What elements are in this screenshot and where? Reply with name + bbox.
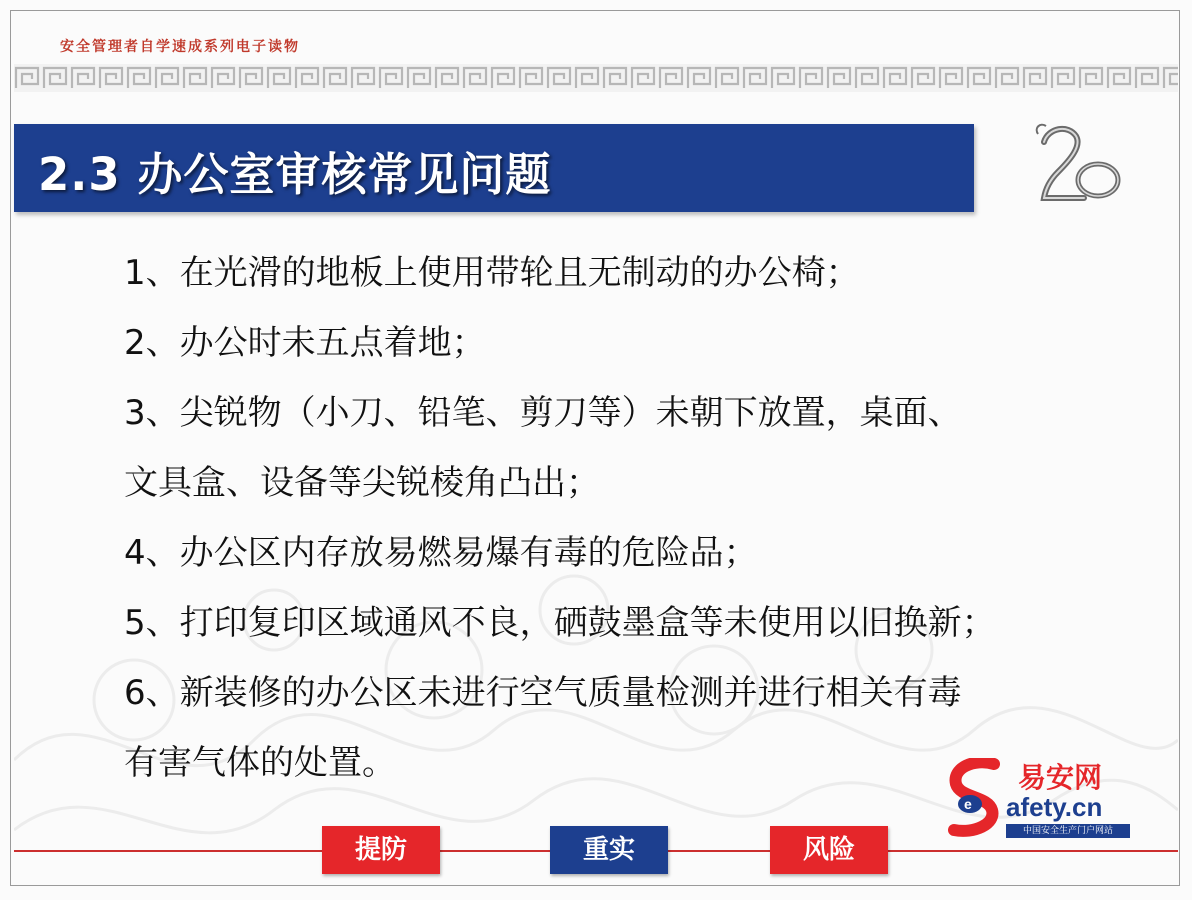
list-item: 2、办公时未五点着地； (124, 323, 486, 363)
number-20-logo-icon (1030, 120, 1130, 214)
list-item: 4、办公区内存放易燃易爆有毒的危险品； (124, 533, 758, 573)
tag-zhongshi: 重实 (550, 826, 668, 874)
svg-text:e: e (964, 796, 972, 812)
list-item: 3、尖锐物（小刀、铅笔、剪刀等）未朝下放置，桌面、 (124, 393, 962, 433)
title-bar (14, 124, 974, 212)
greek-key-border (14, 64, 1178, 92)
list-item: 6、新装修的办公区未进行空气质量检测并进行相关有毒 (124, 673, 962, 713)
list-item: 文具盒、设备等尖锐棱角凸出； (124, 463, 600, 503)
list-item: 有害气体的处置。 (124, 743, 396, 783)
page-title: 2.3 办公室审核常见问题 (38, 148, 552, 201)
brand-logo (938, 752, 1138, 842)
issue-list (124, 238, 1144, 798)
brand-tagline: 中国安全生产门户网站 (1006, 824, 1130, 838)
brand-name: 易安网 (1018, 761, 1103, 794)
list-item: 1、在光滑的地板上使用带轮且无制动的办公椅； (124, 253, 860, 293)
list-item: 5、打印复印区域通风不良，硒鼓墨盒等未使用以旧换新； (124, 603, 996, 643)
tag-fengxian: 风险 (770, 826, 888, 874)
safety-s-logo-icon (944, 758, 1008, 838)
series-title: 安全管理者自学速成系列电子读物 (60, 39, 300, 55)
brand-domain: afety.cn (1006, 792, 1103, 822)
tag-tifang: 提防 (322, 826, 440, 874)
